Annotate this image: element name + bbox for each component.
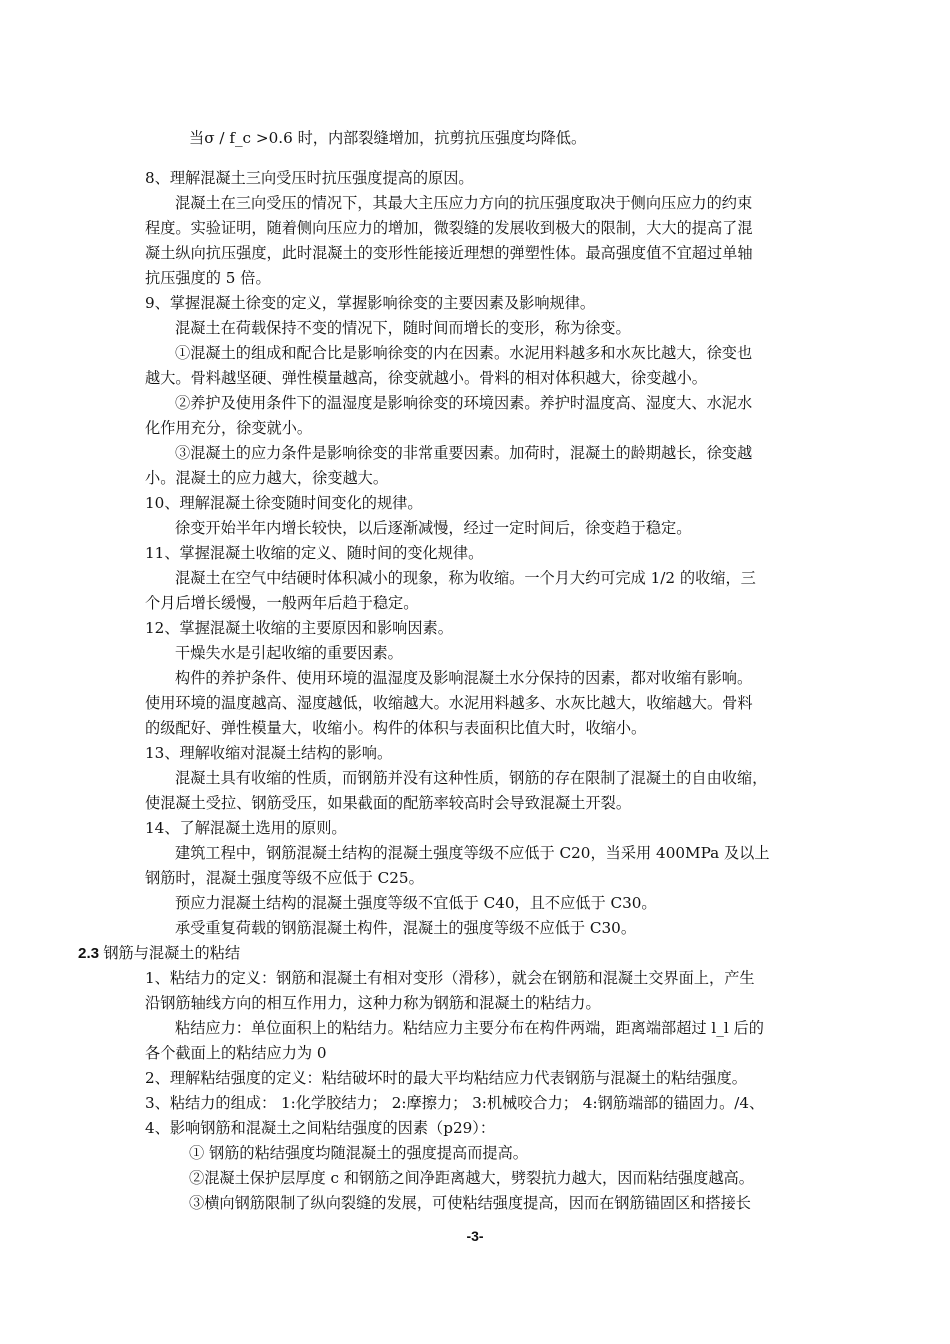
text-content: 徐变开始半年内增长较快，以后逐渐减慢，经过一定时间后，徐变趋于稳定。: [175, 519, 692, 537]
text-content: ③横向钢筋限制了纵向裂缝的发展，可使粘结强度提高，因而在钢筋锚固区和搭接长: [189, 1194, 751, 1212]
text-content: 4、影响钢筋和混凝土之间粘结强度的因素（p29）：: [145, 1119, 496, 1137]
section-number: 2.3: [78, 945, 104, 962]
text-content: 3、粘结力的组成： 1:化学胶结力； 2:摩擦力； 3:机械咬合力； 4:钢筋端部的锚固力。/4、: [145, 1094, 765, 1112]
section-heading: [78, 943, 240, 964]
text-content: 混凝土在荷载保持不变的情况下，随时间而增长的变形，称为徐变。: [175, 319, 631, 337]
text-line: [145, 468, 388, 488]
text-line: [145, 293, 595, 313]
text-line: [145, 218, 753, 238]
text-content: ① 钢筋的粘结强度均随混凝土的强度提高而提高。: [189, 1144, 528, 1162]
text-line: [175, 518, 691, 538]
text-content: 个月后增长缓慢，一般两年后趋于稳定。: [145, 594, 419, 612]
text-line: [145, 168, 474, 188]
text-line: [145, 243, 753, 263]
text-line: [175, 918, 636, 938]
page-number: -3-: [466, 1228, 484, 1244]
text-content: 使用环境的温度越高、湿度越低，收缩越大。水泥用料越多、水灰比越大，收缩越大。骨料: [145, 694, 753, 712]
text-line: [145, 993, 601, 1013]
text-line: [145, 1068, 747, 1088]
text-content: 钢筋时，混凝土强度等级不应低于 C25。: [145, 869, 424, 887]
text-content: 13、理解收缩对混凝土结构的影响。: [145, 744, 393, 762]
text-content: 构件的养护条件、使用环境的温湿度及影响混凝土水分保持的因素，都对收缩有影响。: [175, 669, 753, 687]
text-content: 混凝土具有收缩的性质，而钢筋并没有这种性质，钢筋的存在限制了混凝土的自由收缩，: [175, 769, 768, 787]
text-content: 预应力混凝土结构的混凝土强度等级不宜低于 C40，且不应低于 C30。: [175, 894, 657, 912]
text-line: [175, 443, 752, 463]
text-line: [175, 1018, 764, 1038]
text-content: 干燥失水是引起收缩的重要因素。: [175, 644, 403, 662]
text-line: [145, 1043, 327, 1063]
text-content: 2、理解粘结强度的定义：粘结破坏时的最大平均粘结应力代表钢筋与混凝土的粘结强度。: [145, 1069, 747, 1087]
text-content: 8、理解混凝土三向受压时抗压强度提高的原因。: [145, 169, 474, 187]
text-line: [175, 668, 752, 688]
text-line: [189, 1168, 754, 1188]
text-content: 粘结应力：单位面积上的粘结力。粘结应力主要分布在构件两端，距离端部超过 l_l 后的: [175, 1019, 764, 1037]
text-content: 沿钢筋轴线方向的相互作用力，这种力称为钢筋和混凝土的粘结力。: [145, 994, 601, 1012]
text-line: [145, 543, 483, 563]
text-line: [175, 393, 752, 413]
text-content: 越大。骨料越坚硬、弹性模量越高，徐变就越小。骨料的相对体积越大，徐变越小。: [145, 369, 707, 387]
text-content: 建筑工程中，钢筋混凝土结构的混凝土强度等级不应低于 C20，当采用 400MPa 及以上: [175, 844, 770, 862]
text-content: ②混凝土保护层厚度 c 和钢筋之间净距离越大，劈裂抗力越大，因而粘结强度越高。: [189, 1169, 754, 1187]
text-content: 使混凝土受拉、钢筋受压，如果截面的配筋率较高时会导致混凝土开裂。: [145, 794, 631, 812]
text-line: [189, 1193, 751, 1213]
text-line: [145, 493, 423, 513]
text-line: [175, 643, 403, 663]
text-line: [145, 593, 418, 613]
text-line: [175, 318, 631, 338]
text-line: [175, 343, 752, 363]
text-line: [145, 1118, 495, 1138]
text-content: 各个截面上的粘结应力为 0: [145, 1044, 327, 1062]
text-line: [145, 868, 424, 888]
text-line: [145, 818, 347, 838]
text-content: 承受重复荷载的钢筋混凝土构件，混凝土的强度等级不应低于 C30。: [175, 919, 637, 937]
text-line: [145, 268, 271, 288]
text-line: [145, 418, 312, 438]
text-content: ①混凝土的组成和配合比是影响徐变的内在因素。水泥用料越多和水灰比越大，徐变也: [175, 344, 753, 362]
text-line: [145, 743, 392, 763]
text-content: 11、掌握混凝土收缩的定义、随时间的变化规律。: [145, 544, 484, 562]
text-content: ②养护及使用条件下的温湿度是影响徐变的环境因素。养护时温度高、湿度大、水泥水: [175, 394, 753, 412]
text-line: [145, 618, 453, 638]
text-line: [175, 768, 767, 788]
text-content: 化作用充分，徐变就小。: [145, 419, 313, 437]
text-content: 程度。实验证明，随着侧向压应力的增加，微裂缝的发展收到极大的限制，大大的提高了混: [145, 219, 753, 237]
text-content: 抗压强度的 5 倍。: [145, 269, 271, 287]
text-line: [145, 1093, 764, 1113]
text-content: 14、了解混凝土选用的原则。: [145, 819, 347, 837]
text-line: [175, 843, 770, 863]
text-line: [175, 193, 752, 213]
text-content: 12、掌握混凝土收缩的主要原因和影响因素。: [145, 619, 453, 637]
text-content: 小。混凝土的应力越大，徐变越大。: [145, 469, 388, 487]
text-content: 混凝土在三向受压的情况下，其最大主压应力方向的抗压强度取决于侧向压应力的约束: [175, 194, 753, 212]
text-content: 的级配好、弹性模量大，收缩小。构件的体积与表面积比值大时，收缩小。: [145, 719, 647, 737]
text-content: ③混凝土的应力条件是影响徐变的非常重要因素。加荷时，混凝土的龄期越长，徐变越: [175, 444, 753, 462]
text-line: [189, 1143, 528, 1163]
text-content: 1、粘结力的定义：钢筋和混凝土有相对变形（滑移），就会在钢筋和混凝土交界面上，产生: [145, 969, 755, 987]
text-line: [189, 128, 586, 148]
text-line: [175, 568, 756, 588]
text-line: [145, 693, 753, 713]
text-content: 凝土纵向抗压强度，此时混凝土的变形性能接近理想的弹塑性体。最高强度值不宜超过单轴: [145, 244, 753, 262]
text-line: [145, 368, 707, 388]
text-content: 10、理解混凝土徐变随时间变化的规律。: [145, 494, 423, 512]
text-line: [175, 893, 657, 913]
text-content: 混凝土在空气中结硬时体积减小的现象，称为收缩。一个月大约可完成 1/2 的收缩，三: [175, 569, 756, 587]
text-content: 当σ / f_c >0.6 时，内部裂缝增加，抗剪抗压强度均降低。: [189, 129, 587, 147]
text-line: [145, 793, 631, 813]
text-line: [145, 718, 646, 738]
text-content: 钢筋与混凝土的粘结: [103, 944, 241, 962]
text-content: 9、掌握混凝土徐变的定义，掌握影响徐变的主要因素及影响规律。: [145, 294, 596, 312]
text-line: [145, 968, 755, 988]
